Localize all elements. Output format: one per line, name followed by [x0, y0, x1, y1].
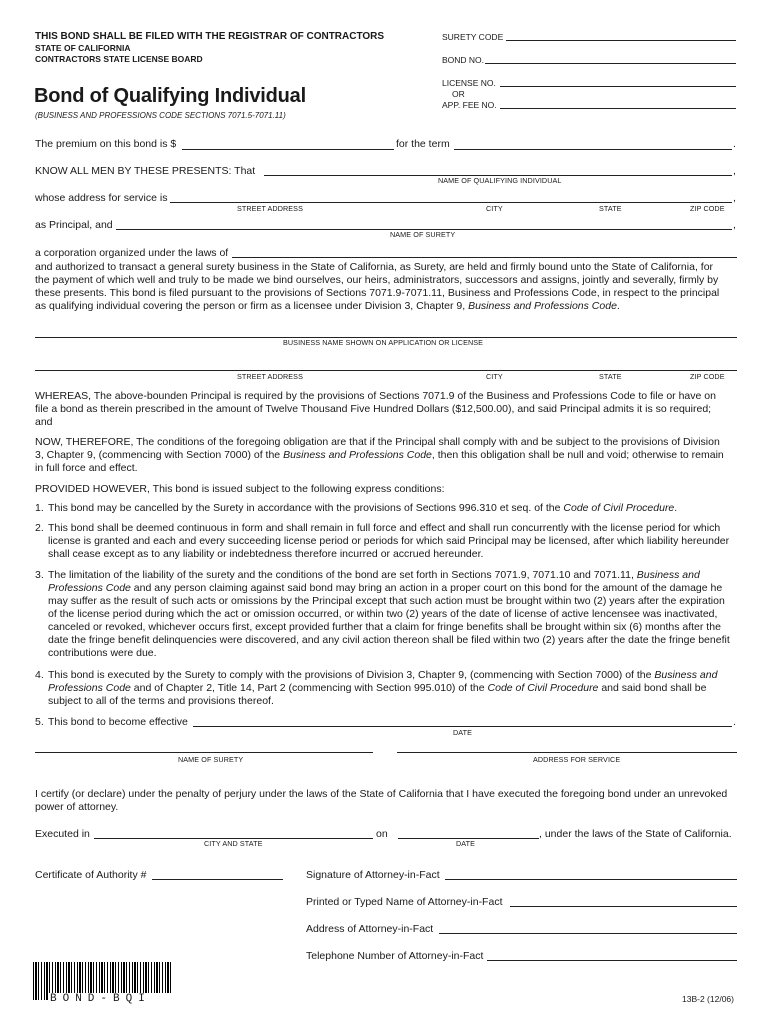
page-subtitle: (BUSINESS AND PROFESSIONS CODE SECTIONS 7071.5-7071.11) — [35, 111, 286, 120]
business-street-caption: STREET ADDRESS — [237, 372, 303, 381]
executed-label: Executed in — [35, 828, 90, 840]
certify-1: I certify (or declare) under the penalty of perjury under the laws of the State of California that I have executed the foregoing bond under an unrevoked — [35, 788, 728, 800]
item-3-line-1: The limitation of the liability of the surety and the conditions of the bond are set forth in Sections 7071.9, 7071.10 and 7071.11, Business and — [48, 569, 700, 581]
business-state-caption: STATE — [599, 372, 622, 381]
item-1-text: This bond may be cancelled by the Surety in accordance with the provisions of Sections 996.310 et seq. of the Code of Civil Procedure. — [48, 502, 678, 514]
whereas-3: and — [35, 416, 53, 428]
signature-label: Signature of Attorney-in-Fact — [306, 869, 440, 881]
item-5-text: This bond to become effective — [48, 716, 188, 728]
surety-signature-name-field[interactable] — [35, 752, 373, 753]
principal-comma: , — [733, 219, 736, 231]
principal-label: as Principal, and — [35, 219, 113, 231]
business-city-caption: CITY — [486, 372, 503, 381]
board-label: CONTRACTORS STATE LICENSE BOARD — [35, 54, 203, 64]
know-label: KNOW ALL MEN BY THESE PRESENTS: That — [35, 165, 256, 177]
corp-text-3: these presents. This bond is filed pursuant to the provisions of Sections 7071.9-7071.11, Business and Professions Code, in respect to the principal — [35, 287, 720, 299]
filing-instruction: THIS BOND SHALL BE FILED WITH THE REGISTRAR OF CONTRACTORS — [35, 31, 385, 42]
term-field[interactable] — [454, 149, 732, 150]
license-no-label: LICENSE NO. — [442, 78, 496, 88]
item-3-line-4: of the license period during which the act or omission occurred, or within two (2) years of the date of license of active lencensee was inactivated, — [48, 608, 718, 620]
now-2: 3, Chapter 9, (commencing with Section 7000) of the Business and Professions Code, then this obligation shall be null and void; otherwise to remain — [35, 449, 724, 461]
item-3-line-3: may suffer as the result of such acts or omissions by the Principal except that such action must be brought within two (2) years after the expiration — [48, 595, 725, 607]
state-label: STATE OF CALIFORNIA — [35, 43, 131, 53]
item-2-line-3: shall cease except as to any liability or indebtedness therefore incurred or accrued hereunder. — [48, 548, 484, 560]
business-zip-caption: ZIP CODE — [690, 372, 725, 381]
item-3-num: 3. — [35, 569, 44, 581]
surety-name-caption-2: NAME OF SURETY — [178, 755, 244, 764]
effective-date-caption: DATE — [453, 728, 473, 737]
effective-date-field[interactable] — [193, 726, 732, 727]
item-4-line-2: Professions Code and of Chapter 2, Title 14, Part 2 (commencing with Section 995.010) of the Code of Civil Procedure and said bond shall be — [48, 682, 707, 694]
whereas-1: WHEREAS, The above-bounden Principal is required by the provisions of Sections 7071.9 of the Business and Professions Code to file or have on — [35, 390, 716, 402]
license-no-field[interactable] — [500, 86, 736, 87]
know-comma: , — [733, 165, 736, 177]
business-address-field[interactable] — [35, 370, 737, 371]
bond-no-field[interactable] — [485, 63, 736, 64]
page-title: Bond of Qualifying Individual — [34, 85, 306, 107]
premium-period: . — [733, 138, 736, 150]
provided-text: PROVIDED HOWEVER, This bond is issued subject to the following express conditions: — [35, 483, 445, 495]
item-5-num: 5. — [35, 716, 44, 728]
address-field[interactable] — [170, 202, 732, 203]
item-2-line-1: This bond shall be deemed continuous in form and shall remain in full force and effect and shall run concurrently with the license period for which — [48, 522, 721, 534]
item-4-num: 4. — [35, 669, 44, 681]
surety-code-field[interactable] — [506, 40, 736, 41]
term-label: for the term — [396, 138, 450, 150]
surety-name-caption: NAME OF SURETY — [390, 230, 456, 239]
service-address-field[interactable] — [397, 752, 737, 753]
app-fee-no-field[interactable] — [500, 108, 736, 109]
item-3-line-7: contributions were due. — [48, 647, 157, 659]
business-name-caption: BUSINESS NAME SHOWN ON APPLICATION OR LICENSE — [283, 338, 484, 347]
address-comma: , — [733, 192, 736, 204]
item-1-num: 1. — [35, 502, 44, 514]
item-4-line-1: This bond is executed by the Surety to comply with the provisions of Division 3, Chapter 9, (commencing with Section 7000) of the Business and — [48, 669, 718, 681]
certify-2: power of attorney. — [35, 801, 119, 813]
premium-field[interactable] — [182, 149, 394, 150]
or-label: OR — [452, 89, 465, 99]
item-3-line-6: date the fringe benefit delinquencies were discovered, and any civil action thereon shall be filed within two (2) years after the date the fringe benefit — [48, 634, 730, 646]
printed-name-label: Printed or Typed Name of Attorney-in-Fact — [306, 896, 503, 908]
item-5-period: . — [733, 716, 736, 728]
now-1: NOW, THEREFORE, The conditions of the foregoing obligation are that if the Principal shall comply with and be subject to the provisions of Division — [35, 436, 720, 448]
executed-on-label: on — [376, 828, 388, 840]
address-label: whose address for service is — [35, 192, 168, 204]
executed-city-caption: CITY AND STATE — [204, 839, 263, 848]
state-caption: STATE — [599, 204, 622, 213]
printed-name-field[interactable] — [510, 906, 737, 907]
executed-date-caption: DATE — [456, 839, 476, 848]
corporation-label: a corporation organized under the laws of — [35, 247, 229, 259]
city-caption: CITY — [486, 204, 503, 213]
item-2-num: 2. — [35, 522, 44, 534]
qualifying-individual-caption: NAME OF QUALIFYING INDIVIDUAL — [438, 176, 562, 185]
street-caption: STREET ADDRESS — [237, 204, 303, 213]
signature-field[interactable] — [445, 879, 737, 880]
service-address-caption: ADDRESS FOR SERVICE — [533, 755, 621, 764]
item-3-line-5: canceled or revoked, whichever occurs first, except provided further that a claim for fringe benefits shall be brought within six (6) months after the — [48, 621, 721, 633]
telephone-label: Telephone Number of Attorney-in-Fact — [306, 950, 484, 962]
item-3-line-2: Professions Code and any person claiming against said bond may bring an action in a proper court on this bond for the amount of the damage he — [48, 582, 723, 594]
app-fee-no-label: APP. FEE NO. — [442, 100, 497, 110]
corp-text-1: and authorized to transact a general surety business in the State of California, as Surety, are held and firmly bound unto the State of California, for — [35, 261, 714, 273]
zip-caption: ZIP CODE — [690, 204, 725, 213]
corporation-laws-field[interactable] — [232, 257, 737, 258]
item-4-line-3: subject to all of the terms and provisions thereof. — [48, 695, 274, 707]
corp-text-2: the payment of which well and truly to be made we bind ourselves, our heirs, administrators, successors and assigns, jointly and severally, firmly by — [35, 274, 719, 286]
telephone-field[interactable] — [487, 960, 737, 961]
barcode-text: BOND-BQI — [48, 993, 172, 1005]
item-2-line-2: license is granted and each and every succeeding license period or periods for which said Principal may be licensed, after which liability hereunder — [48, 535, 730, 547]
premium-label: The premium on this bond is $ — [35, 138, 177, 150]
whereas-2: file a bond as therein prescribed in the amount of Twelve Thousand Five Hundred Dollars ($12,500.00), and said Principal admits it is so required; — [35, 403, 712, 415]
executed-tail: , under the laws of the State of California. — [539, 828, 732, 840]
attorney-address-field[interactable] — [439, 933, 737, 934]
form-number: 13B-2 (12/06) — [682, 994, 734, 1004]
corp-text-4: as qualifying individual covering the person or firm as a licensee under Division 3, Chapter 9, Business and Professions Code. — [35, 300, 620, 312]
cert-authority-label: Certificate of Authority # — [35, 869, 147, 881]
bond-no-label: BOND NO. — [442, 55, 485, 65]
cert-authority-field[interactable] — [152, 879, 283, 880]
now-3: in full force and effect. — [35, 462, 138, 474]
attorney-address-label: Address of Attorney-in-Fact — [306, 923, 434, 935]
surety-code-label: SURETY CODE — [442, 32, 504, 42]
